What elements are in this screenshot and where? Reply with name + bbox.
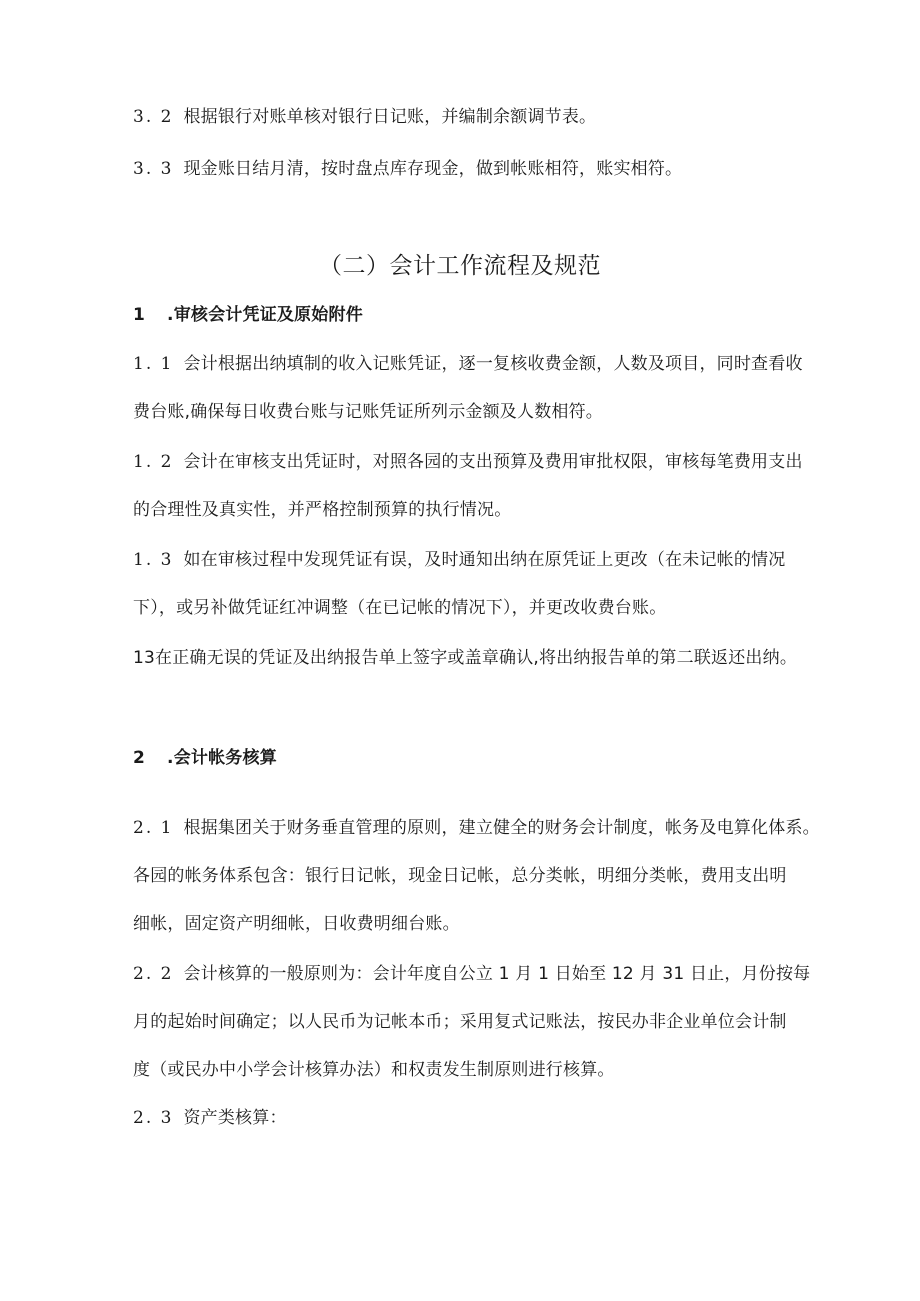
paragraph-1-2-line-2: 的合理性及真实性，并严格控制预算的执行情况。 [133,500,512,520]
paragraph-text: 如在审核过程中发现凭证有误，及时通知出纳在原凭证上更改（在未记帐的情况 [183,550,786,570]
paragraph-2-2-line-2: 月的起始时间确定；以人民币为记帐本币；采用复式记账法，按民办非企业单位会计制 [133,1012,787,1032]
paragraph-text: 现金账日结月清，按时盘点库存现金，做到帐账相符，账实相符。 [183,159,683,179]
paragraph-2-1-line-3: 细帐，固定资产明细帐，日收费明细台账。 [133,914,460,934]
paragraph-2-2-line-3: 度（或民办中小学会计核算办法）和权责发生制原则进行核算。 [133,1060,615,1080]
paragraph-number: 3. 3 [133,159,174,179]
paragraph-text: 资产类核算： [183,1108,287,1128]
paragraph-text: 会计在审核支出凭证时，对照各园的支出预算及费用审批权限，审核每笔费用支出 [183,452,803,472]
paragraph-3-3 [133,157,682,181]
section-heading: （二）会计工作流程及规范 [319,253,601,279]
paragraph-text: 根据集团关于财务垂直管理的原则，建立健全的财务会计制度，帐务及电算化体系。 [183,818,820,838]
paragraph-2-1-line-1 [133,816,820,840]
paragraph-1-4: 13在正确无误的凭证及出纳报告单上签字或盖章确认,将出纳报告单的第二联返还出纳。 [133,648,798,668]
subsection-title: .审核会计凭证及原始附件 [167,305,363,325]
paragraph-text: 根据银行对账单核对银行日记账，并编制余额调节表。 [183,107,597,127]
paragraph-text: 会计根据出纳填制的收入记账凭证，逐一复核收费金额，人数及项目，同时查看收 [183,354,803,374]
subsection-number: 2 [133,748,146,768]
paragraph-3-2 [133,105,596,129]
paragraph-number: 1. 3 [133,550,174,570]
paragraph-1-2-line-1 [133,450,803,474]
subsection-title-2 [133,746,277,770]
paragraph-1-1-line-2: 费台账,确保每日收费台账与记账凭证所列示金额及人数相符。 [133,402,604,422]
paragraph-number: 1. 1 [133,354,174,374]
paragraph-number: 3. 2 [133,107,174,127]
paragraph-number: 1. 2 [133,452,174,472]
paragraph-number: 2. 2 [133,964,174,984]
paragraph-2-2-line-1 [133,962,810,986]
paragraph-2-3 [133,1106,287,1130]
subsection-title-1 [133,303,363,327]
paragraph-1-3-line-1 [133,548,785,572]
paragraph-number: 2. 3 [133,1108,174,1128]
paragraph-2-1-line-2: 各园的帐务体系包含：银行日记帐，现金日记帐，总分类帐，明细分类帐，费用支出明 [133,866,787,886]
subsection-number: 1 [133,305,146,325]
paragraph-number: 2. 1 [133,818,174,838]
subsection-title: .会计帐务核算 [167,748,277,768]
paragraph-1-1-line-1 [133,352,803,376]
paragraph-1-3-line-2: 下），或另补做凭证红冲调整（在已记帐的情况下），并更改收费台账。 [133,598,667,618]
paragraph-text: 会计核算的一般原则为：会计年度自公立 1 月 1 日始至 12 月 31 日止，月份按每 [183,964,811,984]
